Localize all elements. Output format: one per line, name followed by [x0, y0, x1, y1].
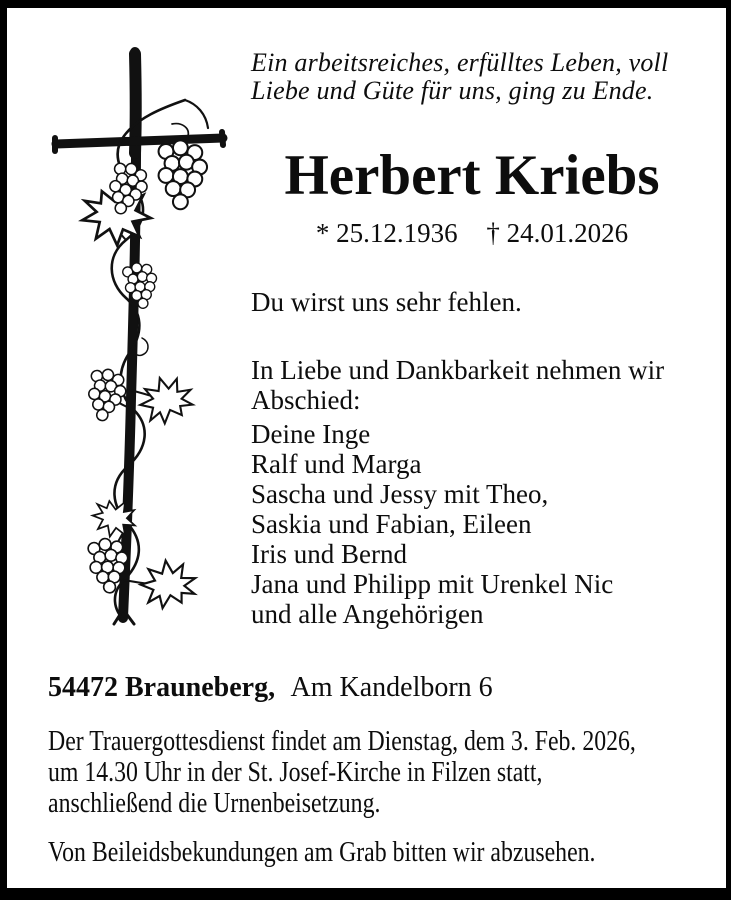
- mourning-intro-line-1: In Liebe und Dankbarkeit nehmen wir: [251, 355, 665, 385]
- mourner-line: Iris und Bernd: [251, 539, 407, 569]
- epigraph-line-1: Ein arbeitsreiches, erfülltes Leben, voll: [251, 48, 669, 77]
- deceased-name: Herbert Kriebs: [284, 144, 660, 207]
- death-date: † 24.01.2026: [486, 218, 629, 248]
- mourning-intro: [251, 355, 664, 415]
- service-announcement: [48, 726, 636, 819]
- address-street: Am Kandelborn 6: [290, 672, 493, 703]
- address-line: [48, 672, 493, 703]
- service-line-3: anschließend die Urnenbeisetzung.: [48, 788, 381, 819]
- mourner-line: Sascha und Jessy mit Theo,: [251, 479, 549, 509]
- address-city: 54472 Brauneberg,: [48, 672, 276, 703]
- service-line-2: um 14.30 Uhr in der St. Josef-Kirche in Filzen statt,: [48, 757, 543, 788]
- mourners-list: [251, 419, 613, 629]
- farewell-line: Du wirst uns sehr fehlen.: [251, 287, 522, 317]
- service-line-1: Der Trauergottesdienst findet am Dienstag, dem 3. Feb. 2026,: [48, 726, 636, 757]
- mourning-intro-line-2: Abschied:: [251, 385, 361, 415]
- cross-icon: [55, 52, 223, 624]
- mourner-line: Ralf und Marga: [251, 449, 422, 479]
- birth-date: * 25.12.1936: [315, 218, 458, 248]
- cross-grapevine-illustration: [22, 38, 237, 628]
- life-dates: [250, 218, 694, 248]
- condolence-note: Von Beileidsbekundungen am Grab bitten wir abzusehen.: [48, 837, 596, 868]
- mourner-line: Deine Inge: [251, 419, 371, 449]
- mourner-line: und alle Angehörigen: [251, 599, 484, 629]
- mourner-line: Saskia und Fabian, Eileen: [251, 509, 532, 539]
- epigraph-line-2: Liebe und Güte für uns, ging zu Ende.: [251, 76, 654, 105]
- epigraph: [251, 49, 668, 105]
- mourner-line: Jana und Philipp mit Urenkel Nic: [251, 569, 614, 599]
